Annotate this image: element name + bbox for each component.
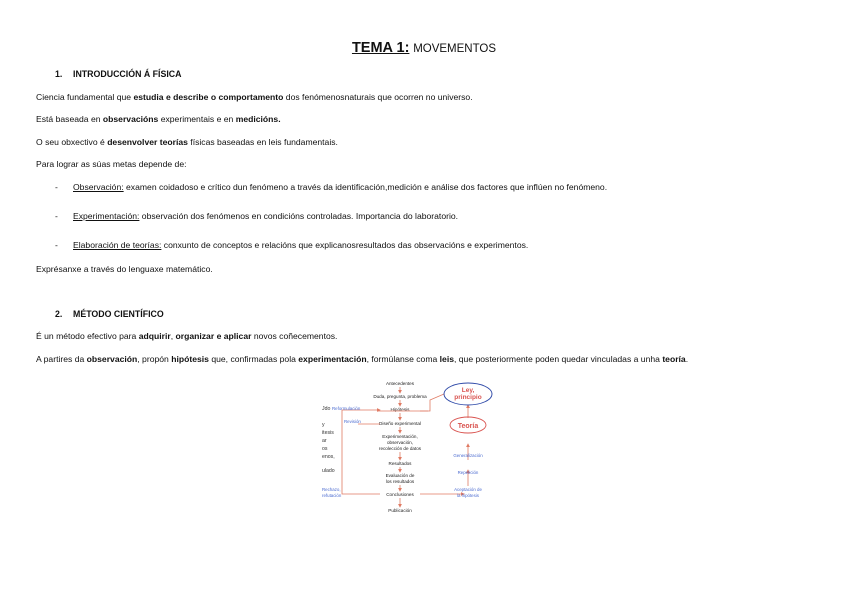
left-fragment: itesis (322, 430, 334, 436)
paragraph: Exprésanxe a través do lenguaxe matemático. (36, 264, 213, 274)
bold-text: observacións (102, 114, 159, 124)
text: físicas baseadas en leis fundamentais. (187, 137, 338, 147)
step-conclusiones: Conclusiones (386, 492, 414, 497)
bullet-item (55, 240, 528, 251)
step-observacion: observación, (386, 440, 414, 445)
title-main: TEMA 1: (351, 40, 410, 56)
text: O seu obxectivo é (36, 137, 108, 147)
step-resultados: Resultados (388, 461, 412, 466)
bold-text: adquirir (138, 331, 171, 341)
text: , formúlanse coma (366, 354, 440, 364)
paragraph (36, 331, 337, 342)
bullet-term: Experimentación: (73, 211, 140, 221)
text: que, confirmadas pola (208, 354, 299, 364)
bold-text: desenvolver teorías (107, 137, 188, 147)
section-heading-text: MÉTODO CIENTÍFICO (73, 309, 164, 319)
left-fragment: ar (322, 438, 327, 444)
left-fragment: Jdo (322, 406, 331, 412)
bold-text: teoría (662, 354, 686, 364)
text: . (685, 354, 689, 364)
text: experimentais e en (158, 114, 236, 124)
step-antecedentes: Antecedentes (385, 381, 415, 386)
bold-text: organizar e aplicar (175, 331, 252, 341)
bullet-text: observación dos fenómenos en condicións controladas. Importancia do laboratorio. (139, 211, 459, 221)
section-number: 1. (55, 69, 63, 79)
left-fragment: ulado (322, 468, 335, 474)
generalizacion-label: Generalización (453, 453, 483, 458)
bold-text: medicións. (235, 114, 281, 124)
repeticion-label: Repetición (457, 470, 479, 475)
page-title (0, 40, 848, 56)
bullet-text: conxunto de conceptos e relacións que explicanosresultados das observacións e experimentos. (161, 240, 529, 250)
step-recoleccion: recolección de datos (378, 446, 422, 451)
text: Ciencia fundamental que (36, 92, 134, 102)
revision-label: Revisión (344, 419, 361, 424)
bullet-item (55, 182, 607, 193)
paragraph: Para lograr as súas metas depende de: (36, 159, 187, 169)
section-heading-2 (55, 309, 164, 319)
text: , (170, 331, 176, 341)
text: Está baseada en (36, 114, 103, 124)
section-heading-1 (55, 69, 182, 79)
text: É un método efectivo para (36, 331, 139, 341)
bullet-item (55, 211, 458, 222)
bullet-dash: - (55, 182, 58, 192)
text: , propón (137, 354, 172, 364)
step-experimentacion: Experimentación, (382, 434, 418, 439)
paragraph (36, 114, 281, 125)
principio-label: principio (454, 394, 482, 401)
left-fragment: enos, (322, 454, 335, 460)
bullet-term: Elaboración de teorías: (73, 240, 162, 250)
reformulacion-label: Reformulación (332, 406, 361, 411)
text: A partires da (36, 354, 87, 364)
refutacion-label: refutación (322, 493, 342, 498)
step-publicacion: Publicación (388, 508, 412, 513)
right-loop (420, 394, 468, 494)
bullet-dash: - (55, 240, 58, 250)
bullet-text: examen coidadoso e crítico dun fenómeno a través da identificación,medición e análise dos factores que inflúen no fenómeno. (123, 182, 608, 192)
step-evaluacion: Evaluación de (385, 473, 415, 478)
bold-text: observación (86, 354, 138, 364)
bold-text: estudia e describe o comportamento (133, 92, 284, 102)
paragraph (36, 137, 338, 148)
section-number: 2. (55, 309, 63, 319)
section-heading-text: INTRODUCCIÓN Á FÍSICA (73, 69, 182, 79)
left-fragment: os (322, 446, 328, 452)
step-diseno: Diseño experimental (379, 421, 421, 426)
bold-text: leis (439, 354, 454, 364)
text: novos coñecementos. (251, 331, 338, 341)
paragraph (36, 92, 473, 103)
step-hipotesis: Hipótesis (390, 407, 410, 412)
bold-text: hipótesis (171, 354, 209, 364)
teoria-label: Teoría (457, 423, 479, 430)
title-sub: MOVEMENTOS (413, 43, 497, 55)
left-fragment: y (322, 422, 325, 428)
text: dos fenómenosnaturais que ocorren no universo. (283, 92, 473, 102)
bullet-dash: - (55, 211, 58, 221)
scientific-method-diagram (318, 374, 518, 520)
ley-label: Ley, (461, 387, 475, 394)
bullet-term: Observación: (73, 182, 124, 192)
aceptacion-label-2: la hipótesis (457, 493, 479, 498)
paragraph (36, 354, 688, 365)
text: , que posteriormente poden quedar vinculadas a unha (454, 354, 663, 364)
aceptacion-label: Aceptación de (454, 487, 482, 492)
step-duda: Duda, pregunta, problema (373, 394, 427, 399)
bold-text: experimentación (298, 354, 367, 364)
step-evaluacion-2: los resultados (385, 479, 415, 484)
rechazo-label: Rechazo, (322, 487, 341, 492)
